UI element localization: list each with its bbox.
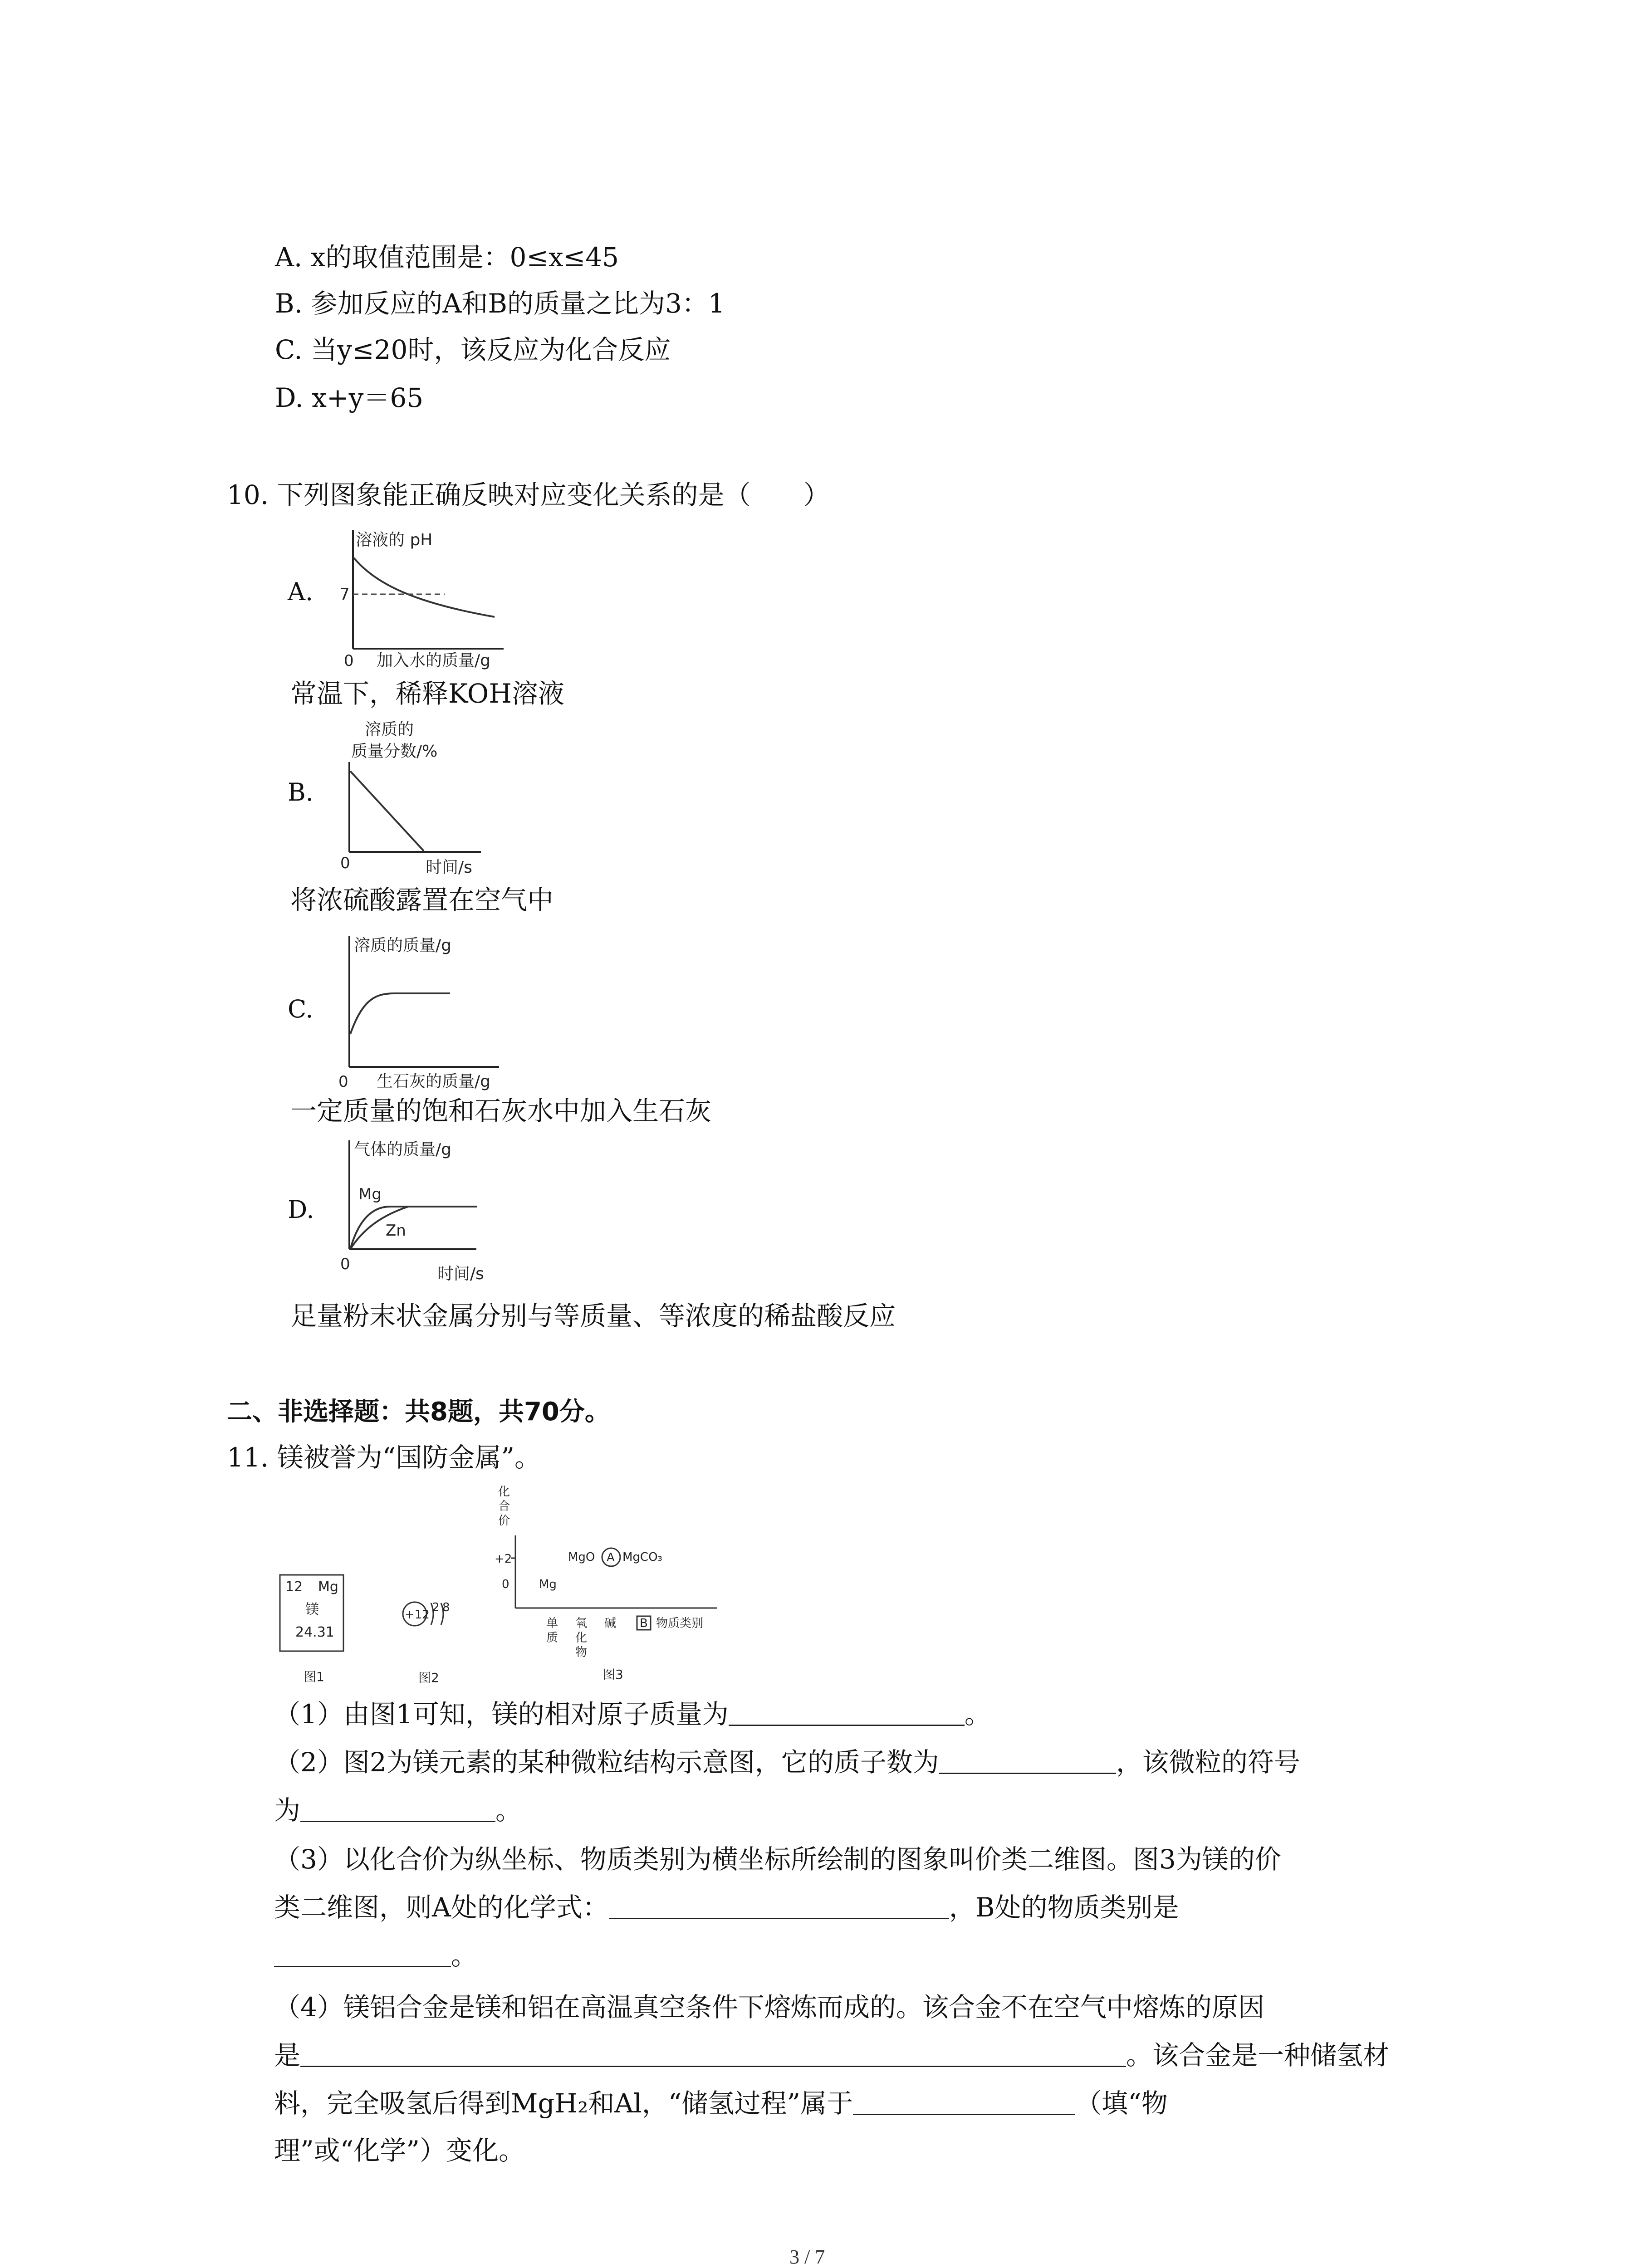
q11-fig3-xcat-1b: 质: [546, 1631, 558, 1645]
q9-option-b: B. 参加反应的A和B的质量之比为3：1: [275, 288, 725, 319]
q11-part2-blank-symbol[interactable]: [300, 1799, 495, 1822]
q11-part4-line4: 理”或“化学”）变化。: [274, 2135, 525, 2166]
q11-fig3-xcat-1a: 单: [546, 1617, 558, 1630]
q10-a-origin: 0: [344, 652, 354, 670]
section-2-title: 二、非选择题：共8题，共70分。: [227, 1397, 610, 1427]
q9-option-c: C. 当y≤20时，该反应为化合反应: [275, 334, 671, 365]
q10-a-caption: 常温下，稀释KOH溶液: [290, 678, 564, 709]
q10-b-caption: 将浓硫酸露置在空气中: [290, 885, 554, 915]
q11-fig3-point-mg: Mg: [539, 1578, 557, 1591]
q10-a-tick: 7: [339, 585, 350, 604]
q11-part3-blank-a[interactable]: [609, 1896, 949, 1919]
q11-part4-blank-change[interactable]: [853, 2092, 1075, 2115]
q10-b-letter: B.: [288, 778, 314, 807]
q11-part4-text-3: 料，完全吸氢后得到MgH₂和Al，“储氢过程”属于: [274, 2088, 853, 2119]
q11-fig2-shell-1: 2: [432, 1601, 440, 1614]
q11-fig1-element-card: [279, 1574, 352, 1692]
q10-c-ylabel: 溶质的质量/g: [354, 936, 451, 955]
q11-fig1-mass: 24.31: [295, 1624, 334, 1640]
q11-fig3-point-a: A: [607, 1551, 615, 1564]
q11-fig1-symbol: Mg: [318, 1579, 338, 1595]
q11-fig2-nucleus: +12: [405, 1608, 430, 1622]
q10-d-series-mg: Mg: [358, 1185, 382, 1203]
q11-part3-line2: [274, 1894, 1179, 1921]
q11-part2-text-2: ，该微粒的符号: [1116, 1747, 1300, 1778]
q11-fig3-ytick-zero: 0: [502, 1578, 509, 1591]
q11-part3-blank-b[interactable]: [274, 1944, 451, 1967]
q11-part4-text: 是: [274, 2040, 301, 2071]
q11-part1-blank[interactable]: [729, 1703, 965, 1726]
q11-fig3-xlabel: 物质类别: [656, 1617, 704, 1630]
q11-fig2-shell-2: 8: [442, 1601, 450, 1614]
q11-fig2-caption: 图2: [418, 1670, 439, 1685]
q9-option-a: A. x的取值范围是：0≤x≤45: [275, 242, 619, 273]
q10-d-caption: 足量粉末状金属分别与等质量、等浓度的稀盐酸反应: [290, 1300, 896, 1331]
q11-fig3-ylabel-3: 价: [498, 1514, 510, 1528]
q11-fig3-xcat-2b: 化: [575, 1631, 588, 1645]
page-number: 3 / 7: [789, 2246, 825, 2268]
q11-part1-end: 。: [964, 1699, 991, 1730]
q9-option-d: D. x+y＝65: [275, 382, 424, 413]
q10-d-ylabel: 气体的质量/g: [354, 1140, 451, 1159]
q11-fig3-xcat-2a: 氧: [575, 1617, 588, 1630]
q11-part4-text-4: （填“物: [1075, 2088, 1168, 2119]
q10-b-origin: 0: [340, 854, 350, 872]
q11-fig3-ylabel-2: 合: [498, 1500, 510, 1513]
q11-part4-blank-reason[interactable]: [300, 2044, 1126, 2067]
q10-d-series-zn: Zn: [386, 1222, 406, 1240]
q11-fig1-caption: 图1: [304, 1669, 324, 1684]
q11-fig3-xcat-3: 碱: [604, 1617, 617, 1630]
q11-fig3-caption: 图3: [603, 1667, 623, 1682]
q11-part4-line1: （4）镁铝合金是镁和铝在高温真空条件下熔炼而成的。该合金不在空气中熔炼的原因: [274, 1992, 1264, 2023]
q10-c-xlabel: 生石灰的质量/g: [377, 1072, 490, 1091]
q10-c-letter: C.: [288, 995, 314, 1023]
q11-part4-line3: [274, 2088, 1168, 2119]
q10-b-graph: [327, 721, 517, 875]
q11-fig2-ion-structure: [399, 1583, 472, 1692]
q11-stem: 11. 镁被誉为“国防金属”。: [227, 1442, 541, 1473]
q10-d-graph: [327, 1134, 517, 1293]
q11-part2-text-3: 为: [274, 1795, 301, 1826]
q11-part4-line2: [274, 2040, 1390, 2071]
q11-part2-end: 。: [495, 1795, 522, 1826]
q11-fig3-point-mgco3: MgCO₃: [622, 1550, 662, 1564]
q11-part1: [274, 1699, 991, 1730]
q10-b-xlabel: 时间/s: [426, 858, 472, 877]
q11-part3-line3: [274, 1942, 477, 1969]
q11-part2-line1: [274, 1747, 1300, 1778]
q11-fig3-ytick-plus2: +2: [495, 1552, 512, 1566]
q10-c-graph: [327, 930, 517, 1089]
q10-a-ylabel: 溶液的 pH: [356, 531, 433, 549]
q11-fig3-point-mgo: MgO: [568, 1550, 595, 1564]
q11-part4-text-2: 。该合金是一种储氢材: [1126, 2040, 1390, 2071]
q10-d-xlabel: 时间/s: [437, 1265, 484, 1283]
q10-b-ylabel-1: 溶质的: [365, 720, 414, 739]
q11-part2-line2: [274, 1795, 522, 1826]
q10-b-ylabel-2: 质量分数/%: [351, 742, 438, 761]
q11-fig3-valence-chart: [490, 1481, 744, 1690]
q11-fig1-number: 12: [285, 1579, 303, 1595]
q10-stem: 10. 下列图象能正确反映对应变化关系的是（ ）: [227, 479, 830, 510]
q11-part3-text-2: ，B处的物质类别是: [949, 1892, 1179, 1923]
q11-part3-line1: （3）以化合价为纵坐标、物质类别为横坐标所绘制的图象叫价类二维图。图3为镁的价: [274, 1844, 1281, 1875]
q10-a-graph: [327, 526, 517, 671]
q11-part3-text: 类二维图，则A处的化学式：: [274, 1892, 609, 1923]
q11-fig3-ylabel-1: 化: [498, 1485, 510, 1499]
q10-a-letter: A.: [288, 577, 314, 606]
q11-part2-blank-protons[interactable]: [939, 1751, 1116, 1774]
q11-fig3-box-b: B: [640, 1617, 648, 1630]
q10-a-xlabel: 加入水的质量/g: [377, 651, 490, 670]
q11-part3-end: 。: [451, 1940, 478, 1971]
q11-part1-text: （1）由图1可知，镁的相对原子质量为: [274, 1699, 729, 1730]
q11-fig3-xcat-2c: 物: [575, 1646, 588, 1659]
q10-d-letter: D.: [288, 1195, 314, 1224]
q10-c-caption: 一定质量的饱和石灰水中加入生石灰: [290, 1095, 712, 1126]
q10-d-origin: 0: [340, 1255, 350, 1273]
q10-c-origin: 0: [338, 1073, 348, 1091]
q11-fig1-name: 镁: [305, 1602, 319, 1618]
q11-part2-text: （2）图2为镁元素的某种微粒结构示意图，它的质子数为: [274, 1747, 939, 1778]
